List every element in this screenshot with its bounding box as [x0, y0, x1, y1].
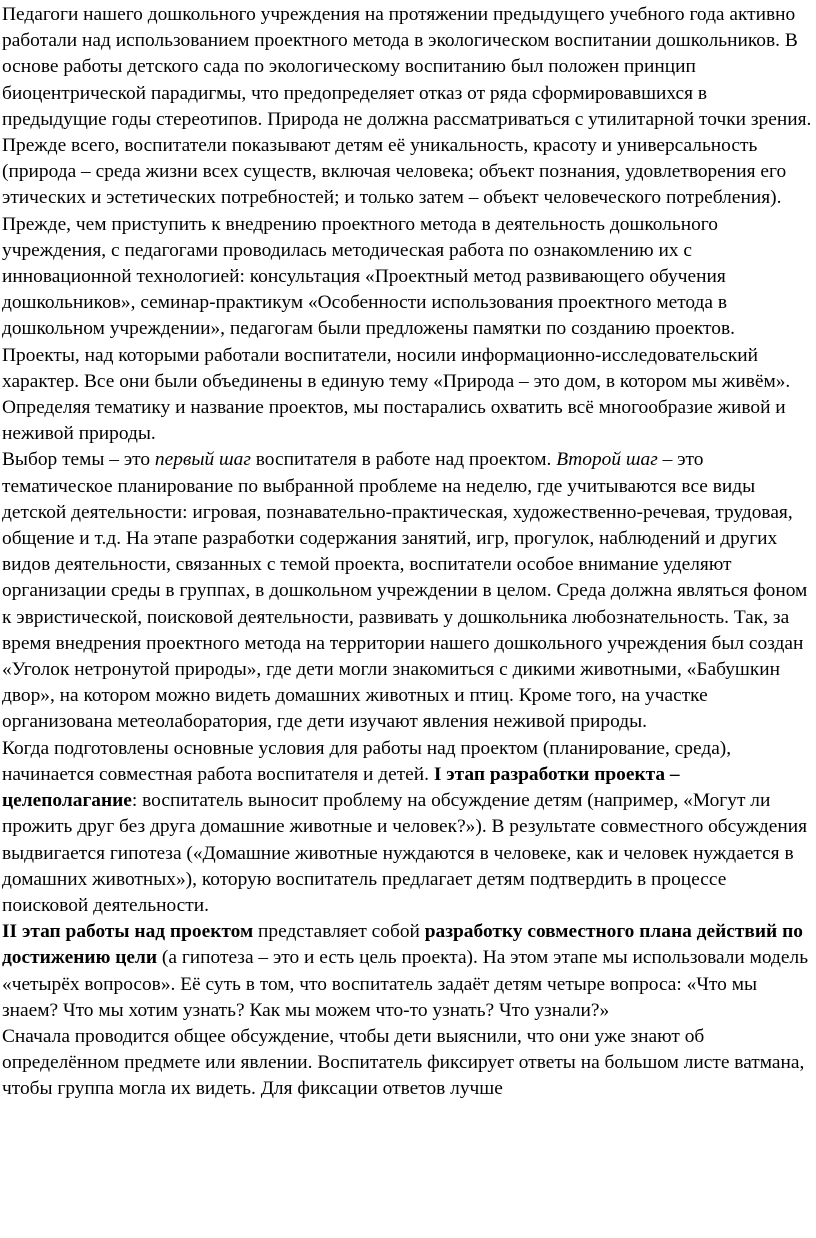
- text-run: Когда подготовлены основные условия для работы над проектом (планирование, среда), начинается совместная работа воспитателя и детей.: [2, 737, 732, 785]
- bold-text-stage-one: I этап разработки проекта – целеполагание: [2, 763, 680, 812]
- italic-text-first-step: первый шаг: [154, 449, 251, 471]
- text-run: (а гипотеза – это и есть цель проекта). На этом этапе мы использовали модель «четырёх вопросов». Её суть в том, что воспитатель задаёт детям четыре вопроса: «Что мы знаем? Что мы хотим узнать? Как мы можем что-то узнать? Что узнали?»: [2, 947, 809, 1021]
- paragraph-6: [2, 919, 816, 1024]
- text-run: Педагоги нашего дошкольного учреждения на протяжении предыдущего учебного года активно работали над использованием проектного метода в экологическом воспитании дошкольников. В основе работы детского сада по экологическому воспитанию был положен принцип биоцентрической парадигмы, что предопределяет отказ от ряда сформировавшихся в предыдущие годы стереотипов. Природа не должна рассматриваться с утилитарной точки зрения. Прежде всего, воспитатели показывают детям её уникальность, красоту и универсальность (природа – среда жизни всех существ, включая человека; объект познания, удовлетворения его этических и эстетических потребностей; и только затем – объект человеческого потребления).: [2, 4, 812, 209]
- paragraph-5: [2, 736, 816, 919]
- text-run: Прежде, чем приступить к внедрению проектного метода в деятельность дошкольного учреждения, с педагогами проводилась методическая работа по ознакомлению их с инновационной технологией: консультация «Проектный метод развивающего обучения дошкольников», семинар-практикум «Особенности использования проектного метода в дошкольном учреждении», педагогам были предложены памятки по созданию проектов.: [2, 213, 735, 340]
- bold-text-joint-plan: разработку совместного плана действий по достижению цели: [2, 921, 803, 969]
- text-run: – это тематическое планирование по выбранной проблеме на неделю, где учитываются все виды детской деятельности: игровая, познавательно-практическая, художественно-речевая, трудовая, общение и т.д. На этапе разработки содержания занятий, игр, прогулок, наблюдений и других видов деятельности, связанных с темой проекта, воспитатели особое внимание уделяют организации среды в группах, в дошкольном учреждении в целом. Среда должна являться фоном к эвристической, поисковой деятельности, развивать у дошкольника любознательность. Так, за время внедрения проектного метода на территории нашего дошкольного учреждения был создан «Уголок нетронутой природы», где дети могли знакомиться с дикими животными, «Бабушкин двор», на котором можно видеть домашних животных и птиц. Кроме того, на участке организована метеолаборатория, где дети изучают явления неживой природы.: [2, 449, 808, 733]
- text-run: Проекты, над которыми работали воспитатели, носили информационно-исследовательский характер. Все они были объединены в единую тему «Природа – это дом, в котором мы живём». Определяя тематику и название проектов, мы постарались охватить всё многообразие живой и неживой природы.: [2, 344, 791, 445]
- italic-text-second-step: Второй шаг: [556, 449, 658, 471]
- paragraph-4: [2, 447, 816, 735]
- bold-text-stage-two: II этап работы над проектом: [2, 921, 254, 943]
- text-run: Сначала проводится общее обсуждение, чтобы дети выяснили, что они уже знают об определённом предмете или явлении. Воспитатель фиксирует ответы на большом листе ватмана, чтобы группа могла их видеть. Для фиксации ответов лучше: [2, 1025, 805, 1100]
- text-run: воспитателя в работе над проектом.: [250, 449, 557, 471]
- text-run: : воспитатель выносит проблему на обсуждение детям (например, «Могут ли прожить друг без друга домашние животные и человек?»). В результате совместного обсуждения выдвигается гипотеза («Домашние животные нуждаются в человеке, как и человек нуждается в домашних животных»), которую воспитатель предлагает детям подтвердить в процессе поисковой деятельности.: [2, 790, 808, 916]
- paragraph-7: [2, 1024, 816, 1103]
- paragraph-2: [2, 212, 816, 343]
- paragraph-3: [2, 343, 816, 448]
- text-run: представляет собой: [253, 921, 425, 943]
- text-run: Выбор темы – это: [2, 449, 155, 471]
- paragraph-1: [2, 2, 816, 212]
